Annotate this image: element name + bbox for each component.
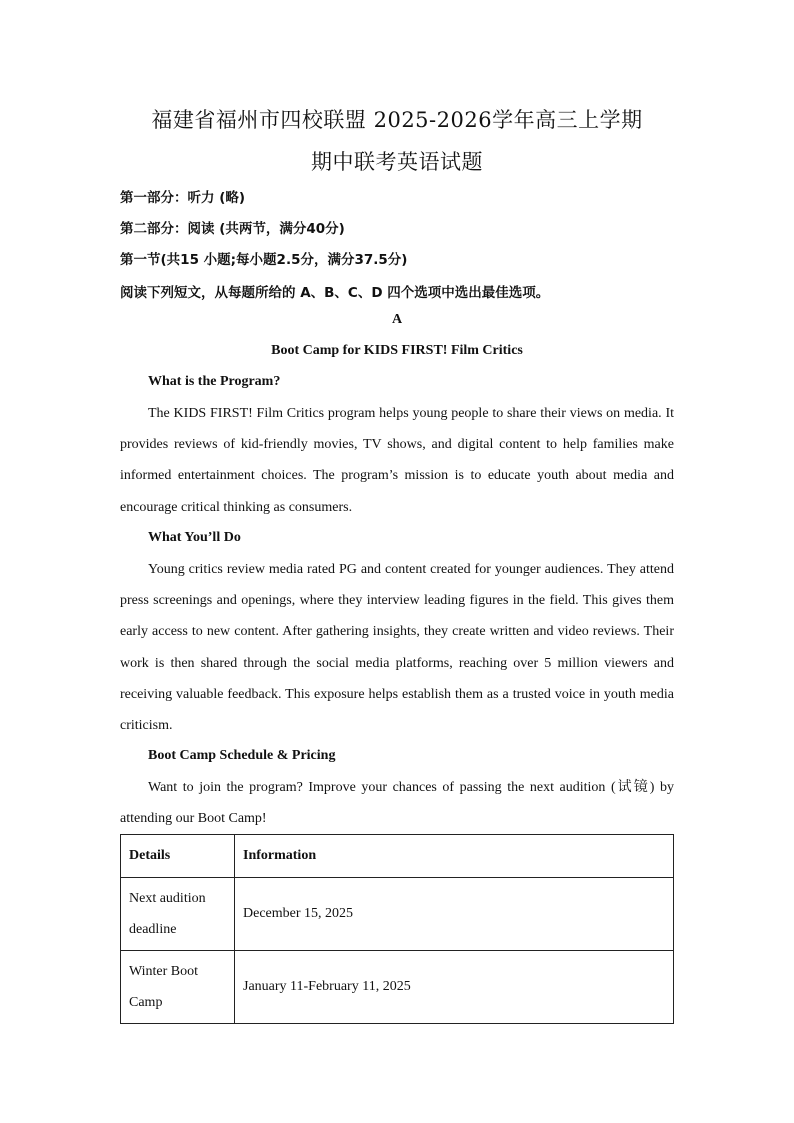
table-row [121, 878, 674, 951]
section-heading-program: What is the Program? [148, 374, 281, 389]
exam-title-line1: 福建省福州市四校联盟 2025-2026学年高三上学期 [151, 108, 643, 132]
exam-title-line2: 期中联考英语试题 [311, 150, 483, 174]
table-cell-detail: Next audition deadline [121, 878, 235, 951]
passage-title: Boot Camp for KIDS FIRST! Film Critics [271, 343, 523, 358]
part1-instruction: 第一部分：听力 (略) [120, 190, 246, 206]
table-cell-information: December 15, 2025 [235, 878, 674, 951]
section-heading-what-you-do: What You’ll Do [148, 530, 241, 545]
section1-instruction: 第一节(共15 小题;每小题2.5分，满分37.5分) [120, 252, 408, 268]
passage-label: A [391, 312, 403, 327]
table-row [121, 951, 674, 1024]
reading-directions: 阅读下列短文，从每题所给的 A、B、C、D 四个选项中选出最佳选项。 [120, 285, 550, 301]
table-cell-detail: Winter Boot Camp [121, 951, 235, 1024]
table-header-row [121, 835, 674, 878]
section-text-schedule: Want to join the program? Improve your chances of passing the next audition (试镜) by attending our Boot Camp! [120, 780, 674, 827]
section-heading-schedule: Boot Camp Schedule & Pricing [148, 748, 336, 763]
table-header-details: Details [121, 835, 235, 878]
table-cell-information: January 11-February 11, 2025 [235, 951, 674, 1024]
section-text-what-you-do: Young critics review media rated PG and content created for younger audiences. They attend press screenings and openings, where they interview leading figures in the field. This gives them early access to new content. After gathering insights, they create written and video reviews. Their work is then shared through the social media platforms, reaching over 5 million viewers and receiving valuable feedback. This exposure helps establish them as a trusted voice in youth media criticism. [120, 562, 674, 734]
part2-instruction: 第二部分：阅读 (共两节，满分40分) [120, 221, 345, 237]
table-header-information: Information [235, 835, 674, 878]
schedule-table [120, 834, 674, 1024]
section-text-program: The KIDS FIRST! Film Critics program helps young people to share their views on media. It provides reviews of kid-friendly movies, TV shows, and digital content to help families make informed entertainment choices. The program’s mission is to educate youth about media and encourage critical thinking as consumers. [120, 406, 674, 515]
